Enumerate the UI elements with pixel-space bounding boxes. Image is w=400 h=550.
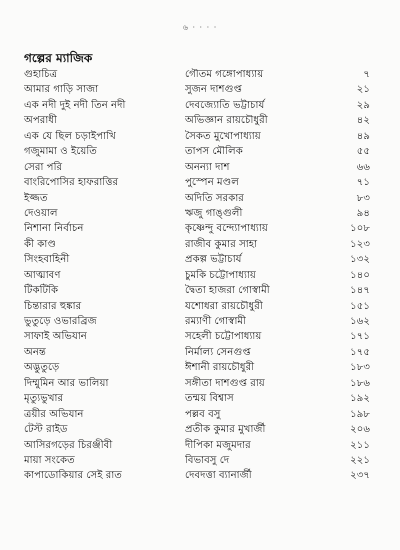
- table-of-contents: [24, 67, 376, 484]
- toc-page-number: ২২১: [350, 454, 370, 466]
- toc-page-number: ৪২: [356, 115, 370, 127]
- toc-page-number: ৬৬: [356, 161, 370, 173]
- toc-author: সুজন দাশগুপ্ত: [185, 84, 242, 96]
- toc-page-number: ১৮৬: [350, 377, 370, 389]
- toc-page-number: ১৭৫: [350, 346, 370, 358]
- toc-page-number: ১৪৭: [350, 285, 370, 297]
- toc-author: রাজীব কুমার সাহা: [185, 238, 258, 250]
- toc-author: পল্লব বসু: [185, 408, 221, 420]
- toc-story-title: গজুমামা ও ইয়েতি: [24, 146, 97, 158]
- toc-row: [24, 453, 376, 468]
- toc-story-title: ত্রয়ীর অভিযান: [24, 408, 84, 420]
- toc-page-number: ২৩৭: [350, 470, 370, 482]
- toc-page-number: ১৩২: [350, 254, 370, 266]
- toc-row: [24, 391, 376, 406]
- toc-author: চুমকি চট্টোপাধ্যায়: [185, 269, 256, 281]
- toc-story-title: কী কাণ্ড: [24, 238, 56, 250]
- toc-row: [24, 221, 376, 236]
- toc-page-number: ৭: [363, 69, 370, 80]
- toc-row: [24, 67, 376, 82]
- toc-row: [24, 360, 376, 375]
- toc-row: [24, 468, 376, 483]
- toc-page-number: ৮৩: [356, 192, 370, 204]
- toc-page-number: ১৫১: [350, 300, 370, 312]
- toc-story-title: মায়া সংকেত: [24, 454, 75, 466]
- toc-row: [24, 144, 376, 159]
- toc-story-title: কাপাডোকিয়ার সেই রাত: [24, 470, 122, 482]
- toc-row: [24, 314, 376, 329]
- toc-row: [24, 299, 376, 314]
- section-title: গল্পের ম্যাজিক: [24, 51, 93, 65]
- toc-author: তন্ময় বিশ্বাস: [185, 393, 234, 405]
- toc-page-number: ১৯২: [350, 393, 370, 405]
- toc-story-title: অদ্ভুতুড়ে: [24, 362, 60, 374]
- toc-row: [24, 237, 376, 252]
- toc-row: [24, 438, 376, 453]
- toc-author: বিভাবসু দে: [185, 454, 230, 466]
- toc-story-title: আমার গাড়ি সাজা: [24, 84, 99, 96]
- toc-story-title: বাংরিপোসির হাফরাত্তির: [24, 177, 119, 189]
- toc-row: [24, 376, 376, 391]
- toc-author: দেবজ্যোতি ভট্টাচার্য: [185, 99, 265, 111]
- toc-author: পুস্পেন মণ্ডল: [185, 177, 239, 189]
- toc-author: যশোধরা রায়চৌধুরী: [185, 300, 263, 312]
- toc-author: ঈশানী রায়চৌধুরী: [185, 362, 255, 374]
- toc-story-title: সেরা পরি: [24, 161, 63, 173]
- toc-author: দীপিকা মজুমদার: [185, 439, 251, 451]
- toc-story-title: গুহাচিত্র: [24, 69, 58, 80]
- toc-page-number: ৭১: [356, 177, 370, 189]
- toc-row: [24, 113, 376, 128]
- toc-author: দ্বৈতা হাজরা গোস্বামী: [185, 285, 270, 297]
- toc-row: [24, 191, 376, 206]
- toc-story-title: টেস্ট রাইড: [24, 424, 68, 436]
- toc-story-title: আত্মাবণ: [24, 269, 61, 281]
- toc-author: রম্যাণী গোস্বামী: [185, 316, 246, 327]
- toc-row: [24, 160, 376, 175]
- toc-page-number: ২১: [356, 84, 370, 96]
- toc-story-title: এক যে ছিল চড়াইপাখি: [24, 130, 116, 142]
- toc-row: [24, 252, 376, 267]
- toc-story-title: আসিরগড়ের চিরঞ্জীবী: [24, 439, 113, 451]
- toc-row: [24, 175, 376, 190]
- toc-author: প্রতীক কুমার মুখার্জী: [185, 424, 266, 436]
- toc-page-number: ১০৮: [350, 223, 370, 235]
- toc-story-title: দেওয়াল: [24, 207, 58, 219]
- toc-page-number: ১৮৩: [350, 362, 370, 374]
- toc-row: [24, 345, 376, 360]
- toc-page-number: ৯৪: [356, 207, 370, 219]
- toc-page-number: ১৬২: [350, 316, 370, 327]
- toc-story-title: ইজ্জত: [24, 192, 48, 204]
- toc-page-number: ৪৯: [356, 130, 370, 142]
- toc-row: [24, 206, 376, 221]
- toc-row: [24, 268, 376, 283]
- toc-story-title: মৃত্যুভুখার: [24, 393, 64, 405]
- toc-author: নির্মাল্য সেনগুপ্ত: [185, 346, 251, 358]
- toc-page-number: ৫৫: [356, 146, 370, 158]
- toc-story-title: অপরাধী: [24, 115, 57, 127]
- toc-story-title: টিকটিকি: [24, 285, 59, 297]
- toc-story-title: সিংহবাহিনী: [24, 254, 70, 266]
- toc-author: ঋজু গাঙ্গুলী: [185, 207, 243, 219]
- toc-author: দেবদত্তা ব্যানার্জী: [185, 470, 252, 482]
- toc-author: অভিজ্ঞান রায়চৌধুরী: [185, 115, 268, 127]
- toc-page-number: ২১১: [350, 439, 370, 451]
- toc-row: [24, 422, 376, 437]
- toc-row: [24, 407, 376, 422]
- page-header-mark: ৬ · · · ·: [182, 23, 218, 32]
- toc-story-title: এক নদী দুই নদী তিন নদী: [24, 99, 126, 111]
- toc-author: তাপস মৌলিক: [185, 146, 243, 158]
- toc-page-number: ১৭১: [350, 331, 370, 343]
- toc-author: সৈকত মুখোপাধ্যায়: [185, 130, 261, 142]
- toc-row: [24, 329, 376, 344]
- toc-author: সহেলী চট্টোপাধ্যায়: [185, 331, 262, 343]
- toc-story-title: নিশানা নির্বাচন: [24, 223, 84, 235]
- toc-page-number: ১৯৮: [350, 408, 370, 420]
- toc-author: অদিতি সরকার: [185, 192, 244, 204]
- toc-page-number: ২০৬: [350, 424, 370, 436]
- toc-author: সঙ্গীতা দাশগুপ্ত রায়: [185, 377, 265, 389]
- toc-author: গৌতম গঙ্গোপাধ্যায়: [185, 69, 264, 80]
- toc-row: [24, 129, 376, 144]
- toc-row: [24, 283, 376, 298]
- toc-story-title: দিম্মুমিন আর ভালিয়া: [24, 377, 109, 389]
- toc-story-title: সাফাই অভিযান: [24, 331, 87, 343]
- toc-story-title: ভুতুড়ে ওভারব্রিজ: [24, 316, 97, 327]
- toc-author: অনন্যা দাশ: [185, 161, 230, 173]
- toc-story-title: চিন্তারার হুঙ্কার: [24, 300, 82, 312]
- toc-row: [24, 82, 376, 97]
- toc-story-title: অনন্ত: [24, 346, 46, 358]
- toc-author: প্রকল্প ভট্টাচার্য: [185, 254, 242, 266]
- toc-page-number: ১৪০: [350, 269, 370, 281]
- toc-author: কৃষ্ণেন্দু বন্দ্যোপাধ্যায়: [185, 223, 268, 235]
- toc-row: [24, 98, 376, 113]
- toc-page-number: ২৯: [356, 99, 370, 111]
- toc-page-number: ১২৩: [350, 238, 370, 250]
